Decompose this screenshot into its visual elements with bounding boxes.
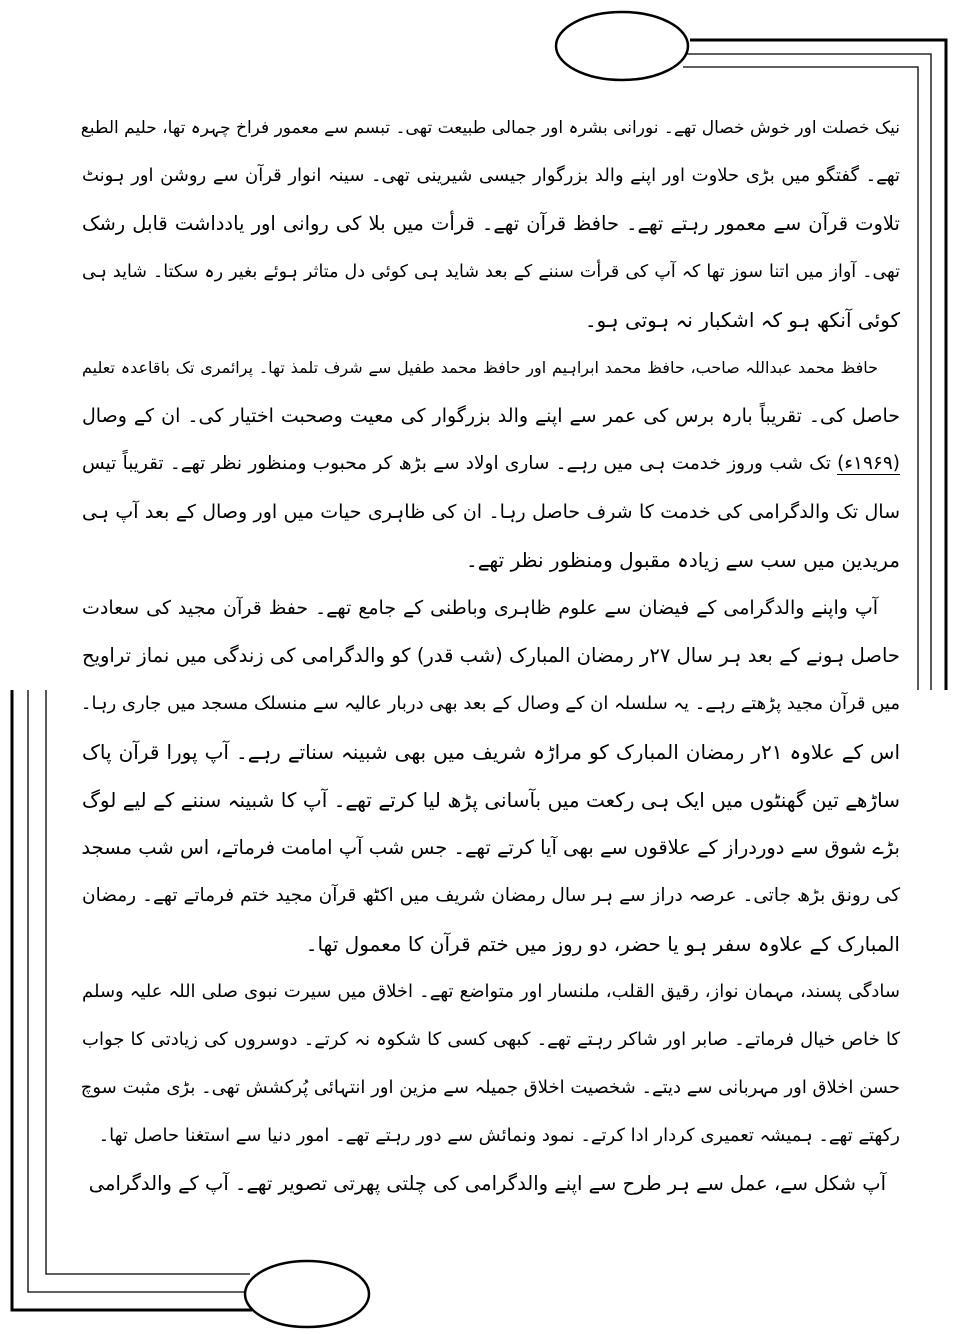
text-line: بڑے شوق سے دوردراز کے علاقوں سے بھی آیا کرتے تھے۔ جس شب آپ امامت فرماتے، اس شب مسجد: [81, 836, 900, 859]
paragraph-end-line: کوئی آنکھ ہو کہ اشکبار نہ ہوتی ہو۔: [584, 308, 900, 332]
paragraph-start-line: آپ واپنے والدگرامی کے فیضان سے علوم ظاہری وباطنی کے جامع تھے۔ حفظ قرآن مجید کی سعادت: [82, 597, 878, 619]
text-line: کی رونق بڑھ جاتی۔ عرصہ دراز سے ہر سال رمضان شریف میں اکٹھ قرآن مجید ختم فرماتے تھے۔ رمضان: [82, 885, 900, 906]
year-label: (۱۹۶۹ء): [837, 453, 900, 474]
paragraph-end-line: رکھتے تھے۔ ہمیشہ تعمیری کردار ادا کرتے۔ نمود ونمائش سے دور رہتے تھے۔ امور دنیا سے استغنا حاصل تھا۔: [98, 1125, 900, 1146]
text-line-rest: تک شب وروز خدمت ہی میں رہے۔ ساری اولاد سے بڑھ کر محبوب ومنظور نظر تھے۔ تقریباً تیس: [82, 453, 831, 474]
text-line: کا خاص خیال فرماتے۔ صابر اور شاکر رہتے تھے۔ کبھی کسی کا شکوہ نہ کرتے۔ دوسروں کی زیادتی کا جواب: [82, 1029, 900, 1050]
text-line: تلاوت قرآن سے معمور رہتے تھے۔ حافظ قرآن تھے۔ قرأت میں بلا کی روانی اور یادداشت قابل رشک: [82, 212, 900, 235]
paragraph-start-line: حافظ محمد عبداللہ صاحب، حافظ محمد ابراہیم اور حافظ محمد طفیل سے شرف تلمذ تھا۔ پرائمری تک باقاعدہ تعلیم: [82, 358, 878, 377]
text-line: اس کے علاوہ ۲۱ر رمضان المبارک کو مراڑہ شریف میں بھی شبینہ سناتے رہے۔ آپ پورا قرآن پاک: [82, 740, 900, 764]
urdu-body-text: [82, 104, 900, 1208]
text-line: نیک خصلت اور خوش خصال تھے۔ نورانی بشرہ اور جمالی طبیعت تھی۔ تبسم سے معمور فراخ چہرہ تھا، حلیم الطبع: [80, 118, 900, 138]
paragraph-start-line: سادگی پسند، مہمان نواز، رقیق القلب، ملنسار اور متواضع تھے۔ اخلاق میں سیرت نبوی صلی اللہ علیہ وسلم: [82, 981, 900, 1002]
text-line: ساڑھے تین گھنٹوں میں ایک ہی رکعت میں بآسانی پڑھ لیا کرتے تھے۔ آپ کا شبینہ سننے کے لیے لوگ: [82, 788, 900, 812]
text-line: حسن اخلاق اور مہربانی سے دیتے۔ شخصیت اخلاق جمیلہ سے مزین اور انتہائی پُرکشش تھی۔ بڑی مثبت سوچ: [80, 1077, 900, 1098]
text-line: حاصل کی۔ تقریباً بارہ برس کی عمر سے اپنے والد بزرگوار کی معیت وصحبت اختیار کی۔ ان کے وصال: [82, 405, 900, 427]
paragraph-end-line: مریدین میں سب سے زیادہ مقبول ومنظور نظر تھے۔: [465, 548, 900, 572]
text-line: حاصل ہونے کے بعد ہر سال ۲۷ر رمضان المبارک (شب قدر) کو والدگرامی کی زندگی میں نماز تراویح: [82, 644, 900, 667]
text-line: سال تک والدگرامی کی خدمت کا شرف حاصل رہا۔ ان کی ظاہری حیات میں اور وصال کے بعد آپ ہی: [82, 501, 900, 523]
bottom-oval-ornament: [245, 1261, 369, 1327]
paragraph-end-line: المبارک کے علاوہ سفر ہو یا حضر، دو روز میں ختم قرآن کا معمول تھا۔: [305, 932, 900, 956]
paragraph-start-line: آپ شکل سے، عمل سے ہر طرح سے اپنے والدگرامی کی چلتی پھرتی تصویر تھے۔ آپ کے والدگرامی: [88, 1172, 886, 1195]
text-line: تھی۔ آواز میں اتنا سوز تھا کہ آپ کی قرأت سننے کے بعد شاید ہی کوئی دل متاثر ہوئے بغیر رہ سکتا۔ شاید ہی: [82, 262, 900, 282]
text-line: میں قرآن مجید پڑھتے رہے۔ یہ سلسلہ ان کے وصال کے بعد بھی دربار عالیہ سے منسلک مسجد میں جاری رہا۔: [80, 693, 900, 714]
text-line-with-year: [82, 440, 900, 488]
text-line: تھے۔ گفتگو میں بڑی حلاوت اور اپنے والد بزرگوار جیسی شیرینی تھی۔ سینہ انوار قرآن سے روشن اور ہونٹ: [82, 165, 900, 186]
top-oval-ornament: [556, 12, 688, 80]
